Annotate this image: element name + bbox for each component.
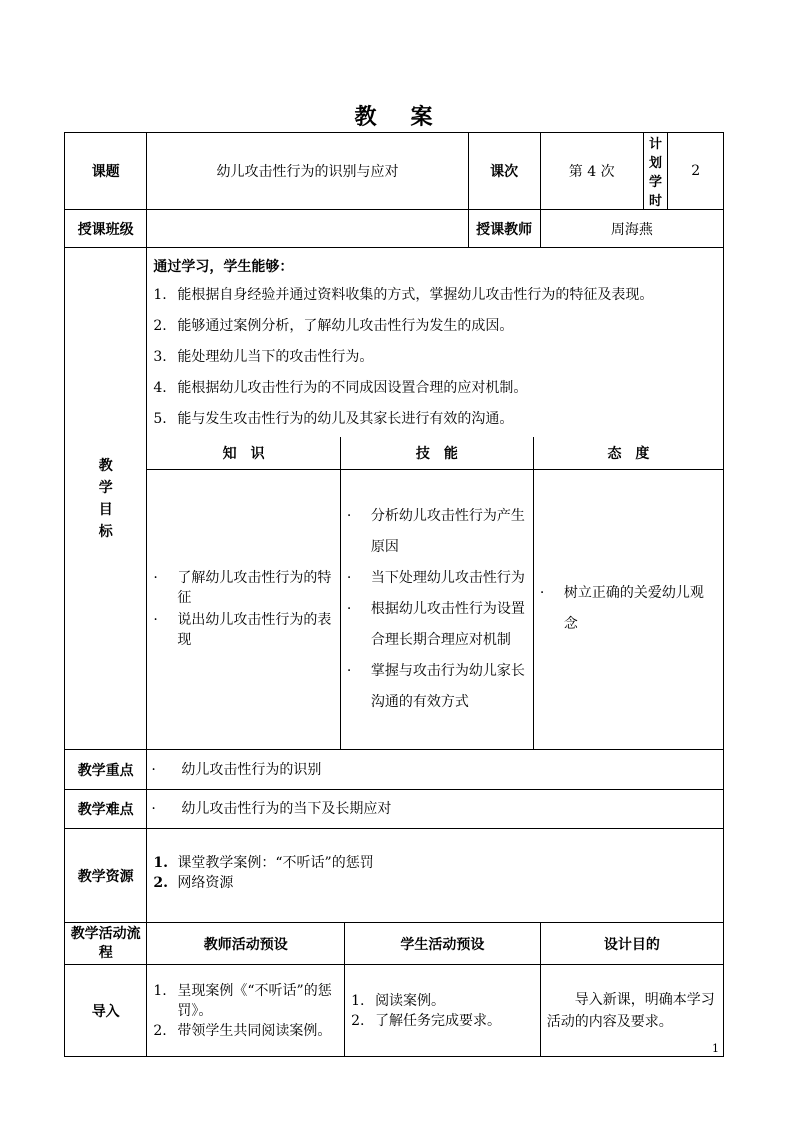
topic-value: 幼儿攻击性行为的识别与应对 bbox=[147, 133, 468, 210]
objective-item: 1. 能根据自身经验并通过资料收集的方式，掌握幼儿攻击性行为的特征及表现。 bbox=[153, 287, 654, 303]
class-value bbox=[147, 210, 468, 248]
column-teacher-activity: 教师活动预设 bbox=[147, 923, 345, 965]
difficulty-cell bbox=[147, 790, 724, 829]
hours-label: 计划学时 bbox=[643, 133, 668, 210]
difficulty-row bbox=[65, 790, 724, 829]
lesson-label: 课次 bbox=[468, 133, 540, 210]
objectives-row bbox=[65, 248, 724, 750]
class-label: 授课班级 bbox=[65, 210, 147, 248]
activity-stage: 导入 bbox=[65, 965, 147, 1057]
lesson-value: 第 4 次 bbox=[540, 133, 643, 210]
student-activity-item: 2. 了解任务完成要求。 bbox=[351, 1012, 502, 1029]
knowledge-item: · 了解幼儿攻击性行为的特征 bbox=[153, 570, 332, 607]
skills-item: · 掌握与攻击行为幼儿家长沟通的有效方式 bbox=[346, 662, 525, 710]
student-activity-item: 1. 阅读案例。 bbox=[351, 992, 446, 1009]
page-number: 1 bbox=[712, 1042, 719, 1055]
skills-item: · 根据幼儿攻击性行为设置合理长期合理应对机制 bbox=[346, 600, 525, 648]
teacher-label: 授课教师 bbox=[468, 210, 540, 248]
column-attitude: 态 度 bbox=[533, 437, 723, 469]
skills-cell bbox=[340, 469, 533, 749]
key-point-cell bbox=[147, 750, 724, 790]
attitude-item: · 树立正确的关爱幼儿观念 bbox=[539, 585, 704, 633]
resource-item: 1. 课堂教学案例：“不听话”的惩罚 bbox=[153, 855, 374, 871]
objective-item: 5. 能与发生攻击性行为的幼儿及其家长进行有效的沟通。 bbox=[153, 411, 514, 427]
resource-item: 2. 网络资源 bbox=[153, 875, 234, 891]
knowledge-item: · 说出幼儿攻击性行为的表现 bbox=[153, 612, 332, 649]
key-point-label: 教学重点 bbox=[65, 750, 147, 790]
column-student-activity: 学生活动预设 bbox=[345, 923, 541, 965]
objective-item: 3. 能处理幼儿当下的攻击性行为。 bbox=[153, 349, 374, 365]
column-knowledge: 知 识 bbox=[147, 437, 340, 469]
teacher-value: 周海燕 bbox=[540, 210, 723, 248]
objectives-grid bbox=[147, 437, 723, 749]
difficulty-label: 教学难点 bbox=[65, 790, 147, 829]
header-row-2 bbox=[65, 210, 724, 248]
activities-header-row bbox=[65, 923, 724, 965]
knowledge-cell bbox=[147, 469, 340, 749]
student-activity-cell bbox=[345, 965, 541, 1057]
skills-item: · 当下处理幼儿攻击性行为 bbox=[346, 569, 525, 586]
objective-item: 2. 能够通过案例分析，了解幼儿攻击性行为发生的成因。 bbox=[153, 318, 514, 334]
activity-row bbox=[65, 965, 724, 1057]
header-row-1 bbox=[65, 133, 724, 210]
resources-label: 教学资源 bbox=[65, 829, 147, 923]
column-design-purpose: 设计目的 bbox=[540, 923, 723, 965]
skills-item: · 分析幼儿攻击性行为产生原因 bbox=[346, 507, 525, 555]
objectives-side-label: 教 学 目 标 bbox=[65, 248, 147, 750]
topic-label: 课题 bbox=[65, 133, 147, 210]
activities-label: 教学活动流程 bbox=[65, 923, 147, 965]
key-point-item: · 幼儿攻击性行为的识别 bbox=[151, 761, 322, 778]
resources-cell bbox=[147, 829, 724, 923]
objectives-cell bbox=[147, 248, 724, 750]
teacher-activity-item: 1. 呈现案例《“不听话”的惩罚》。 bbox=[153, 982, 332, 1019]
hours-value: 2 bbox=[668, 133, 724, 210]
resources-row bbox=[65, 829, 724, 923]
column-skills: 技 能 bbox=[340, 437, 533, 469]
difficulty-item: · 幼儿攻击性行为的当下及长期应对 bbox=[151, 801, 392, 817]
objectives-intro: 通过学习，学生能够： bbox=[153, 259, 294, 275]
key-point-row bbox=[65, 750, 724, 790]
teacher-activity-cell bbox=[147, 965, 345, 1057]
attitude-cell bbox=[533, 469, 723, 749]
teacher-activity-item: 2. 带领学生共同阅读案例。 bbox=[153, 1022, 332, 1039]
design-purpose-cell: 导入新课，明确本学习活动的内容及要求。 bbox=[540, 965, 723, 1057]
lesson-plan-table bbox=[64, 132, 724, 1057]
document-title: 教 案 bbox=[354, 105, 439, 130]
objective-item: 4. 能根据幼儿攻击性行为的不同成因设置合理的应对机制。 bbox=[153, 380, 528, 396]
